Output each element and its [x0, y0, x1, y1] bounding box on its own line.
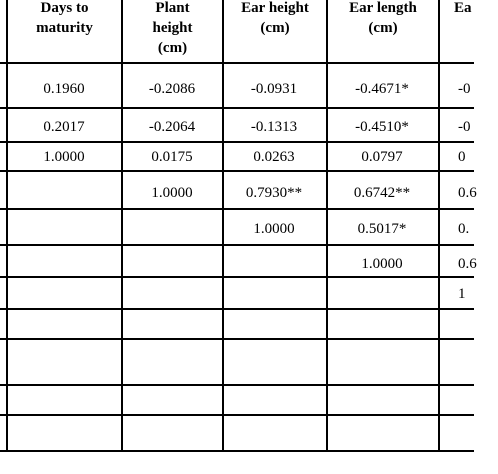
table-cell: 0.0175: [151, 149, 193, 165]
table-cell: 0.6: [458, 256, 477, 272]
row-border: [0, 208, 474, 210]
row-border: [0, 107, 474, 109]
row-border: [0, 384, 474, 386]
table-cell: -0.1313: [250, 119, 298, 135]
table-cell: 0.: [458, 221, 470, 237]
row-border: [0, 170, 474, 172]
table-cell: -0: [458, 119, 471, 135]
table-cell: 0.6742**: [353, 185, 411, 201]
row-border: [0, 338, 474, 340]
table-cell: 0.6: [458, 185, 477, 201]
table-cell: -0.0931: [250, 81, 298, 97]
table-cell: 0.0263: [253, 149, 295, 165]
row-border: [0, 450, 474, 452]
row-border: [0, 141, 474, 143]
table-cell: 0.5017*: [357, 221, 407, 237]
table-cell: -0.2064: [148, 119, 196, 135]
table-cell: -0: [458, 81, 471, 97]
table-cell: 1.0000: [151, 185, 193, 201]
header-days-to-maturity: Days to maturity: [36, 0, 93, 36]
table-cell: 0.7930**: [245, 185, 303, 201]
header-plant-height: Plant height (cm): [152, 0, 193, 56]
table-cell: 0.1960: [43, 81, 85, 97]
header-ear-height: Ear height (cm): [241, 0, 309, 36]
table-cell: 1.0000: [361, 256, 403, 272]
header-ear-length: Ear length (cm): [349, 0, 417, 36]
table-cell: 1: [458, 286, 466, 302]
row-border: [0, 308, 474, 310]
row-border: [0, 244, 474, 246]
table-cell: -0.2086: [148, 81, 196, 97]
table-cell: 0: [458, 149, 466, 165]
table-cell: 1.0000: [253, 221, 295, 237]
table-cell: 1.0000: [43, 149, 85, 165]
table-cell: -0.4510*: [355, 119, 409, 135]
row-border: [0, 62, 474, 64]
table-cell: -0.4671*: [355, 81, 409, 97]
table-cell: 0.2017: [43, 119, 85, 135]
row-border: [0, 414, 474, 416]
header-ear-cut: Ea: [454, 0, 472, 16]
table-cell: 0.0797: [361, 149, 403, 165]
row-border: [0, 276, 474, 278]
